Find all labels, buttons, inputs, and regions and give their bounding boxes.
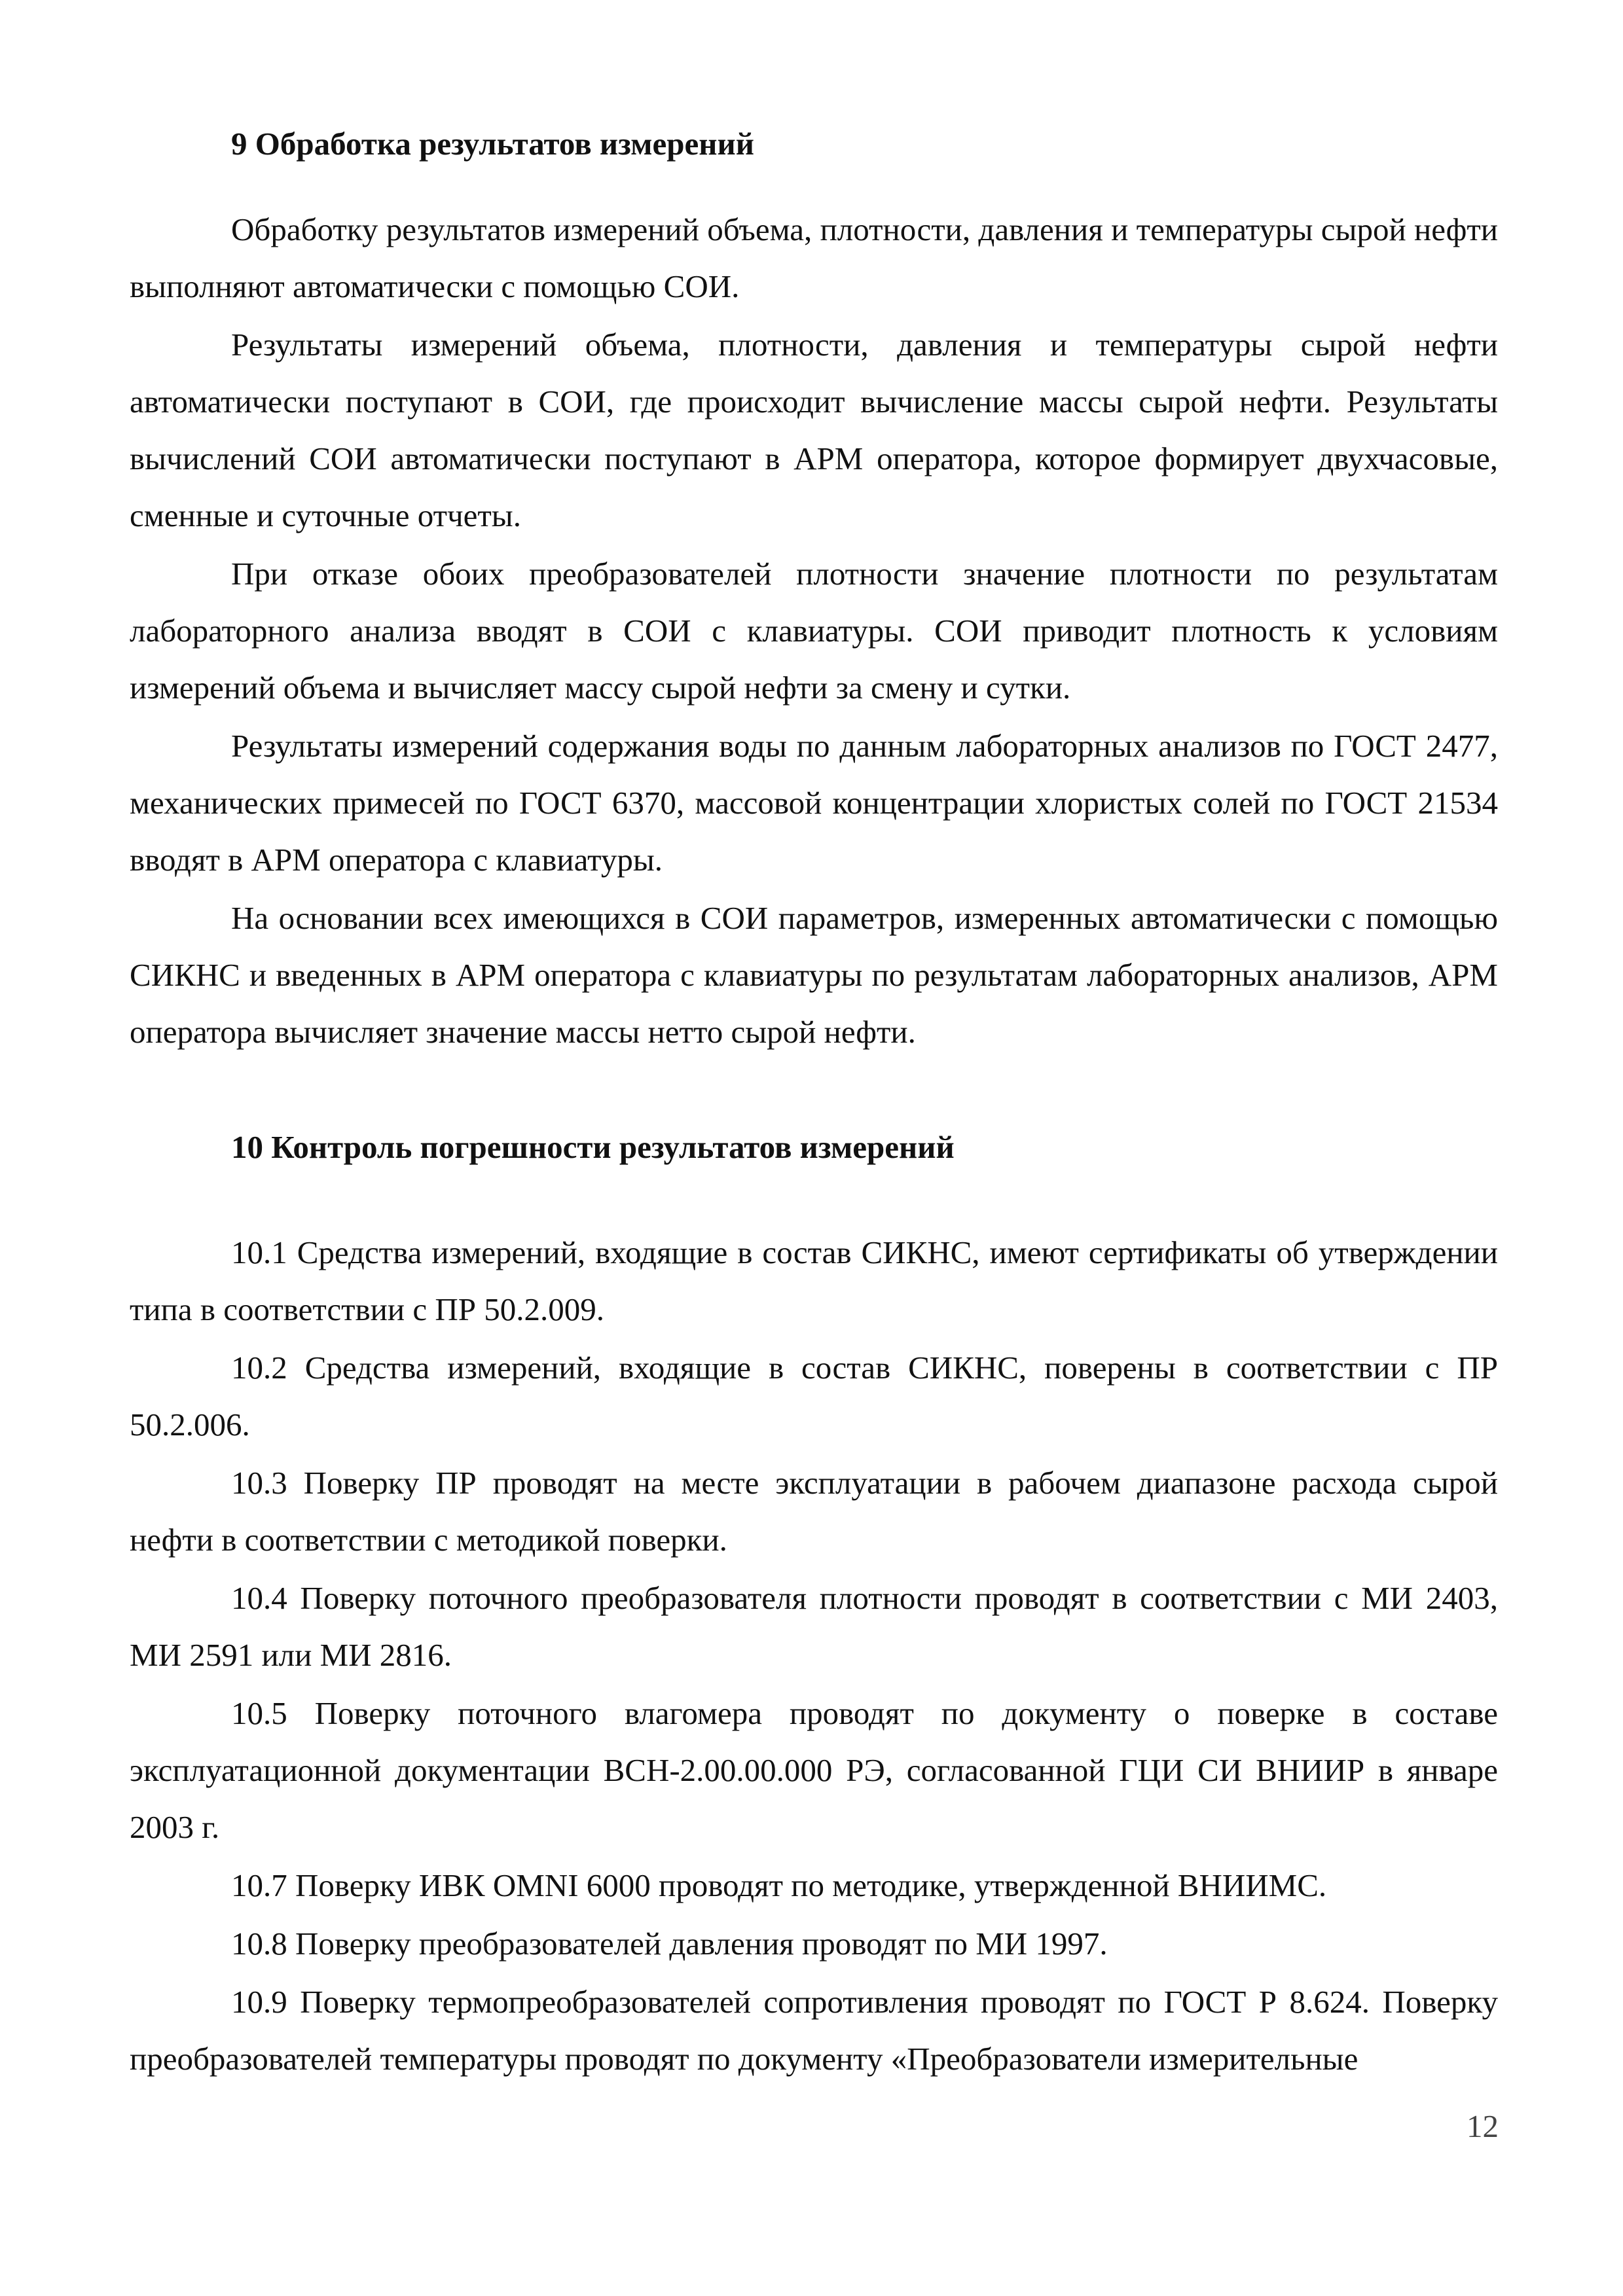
section-10-paragraph: 10.9 Поверку термопреобразователей сопротивления проводят по ГОСТ Р 8.624. Поверку преобразователей температуры проводят по документу «Преобразователи измерительные	[130, 1984, 1498, 2077]
section-10-paragraph: 10.7 Поверку ИВК OMNI 6000 проводят по методике, утвержденной ВНИИМС.	[231, 1867, 1327, 1903]
section-10-paragraph: 10.8 Поверку преобразователей давления проводят по МИ 1997.	[231, 1926, 1108, 1962]
section-10-paragraph: 10.2 Средства измерений, входящие в состав СИКНС, поверены в соответствии с ПР 50.2.006.	[130, 1350, 1498, 1443]
section-9-paragraph: Результаты измерений содержания воды по данным лабораторных анализов по ГОСТ 2477, механических примесей по ГОСТ 6370, массовой концентрации хлористых солей по ГОСТ 21534 вводят в АРМ оператора с клавиатуры.	[130, 728, 1498, 878]
page-content	[130, 115, 1498, 2089]
section-9-paragraph: Обработку результатов измерений объема, плотности, давления и температуры сырой нефти выполняют автоматически с помощью СОИ.	[130, 211, 1498, 304]
section-9-heading: 9 Обработка результатов измерений	[231, 126, 754, 162]
section-10-paragraph: 10.4 Поверку поточного преобразователя плотности проводят в соответствии с МИ 2403, МИ 2591 или МИ 2816.	[130, 1580, 1498, 1673]
section-10-heading: 10 Контроль погрешности результатов измерений	[231, 1129, 955, 1165]
section-10-paragraph: 10.1 Средства измерений, входящие в состав СИКНС, имеют сертификаты об утверждении типа в соответствии с ПР 50.2.009.	[130, 1234, 1498, 1327]
section-9-paragraph: Результаты измерений объема, плотности, давления и температуры сырой нефти автоматически поступают в СОИ, где происходит вычисление массы сырой нефти. Результаты вычислений СОИ автоматически поступают в АРМ оператора, которое формирует двухчасовые, сменные и суточные отчеты.	[130, 327, 1498, 533]
section-9-paragraph: На основании всех имеющихся в СОИ параметров, измеренных автоматически с помощью СИКНС и введенных в АРМ оператора с клавиатуры по результатам лабораторных анализов, АРМ оператора вычисляет значение массы нетто сырой нефти.	[130, 900, 1498, 1050]
page-number: 12	[1467, 2108, 1499, 2144]
section-9-paragraph: При отказе обоих преобразователей плотности значение плотности по результатам лабораторного анализа вводят в СОИ с клавиатуры. СОИ приводит плотность к условиям измерений объема и вычисляет массу сырой нефти за смену и сутки.	[130, 556, 1498, 706]
section-10-paragraph: 10.5 Поверку поточного влагомера проводят по документу о поверке в составе эксплуатационной документации ВСН-2.00.00.000 РЭ, согласованной ГЦИ СИ ВНИИР в январе 2003 г.	[130, 1695, 1498, 1845]
section-10-paragraph: 10.3 Поверку ПР проводят на месте эксплуатации в рабочем диапазоне расхода сырой нефти в соответствии с методикой поверки.	[130, 1465, 1498, 1558]
